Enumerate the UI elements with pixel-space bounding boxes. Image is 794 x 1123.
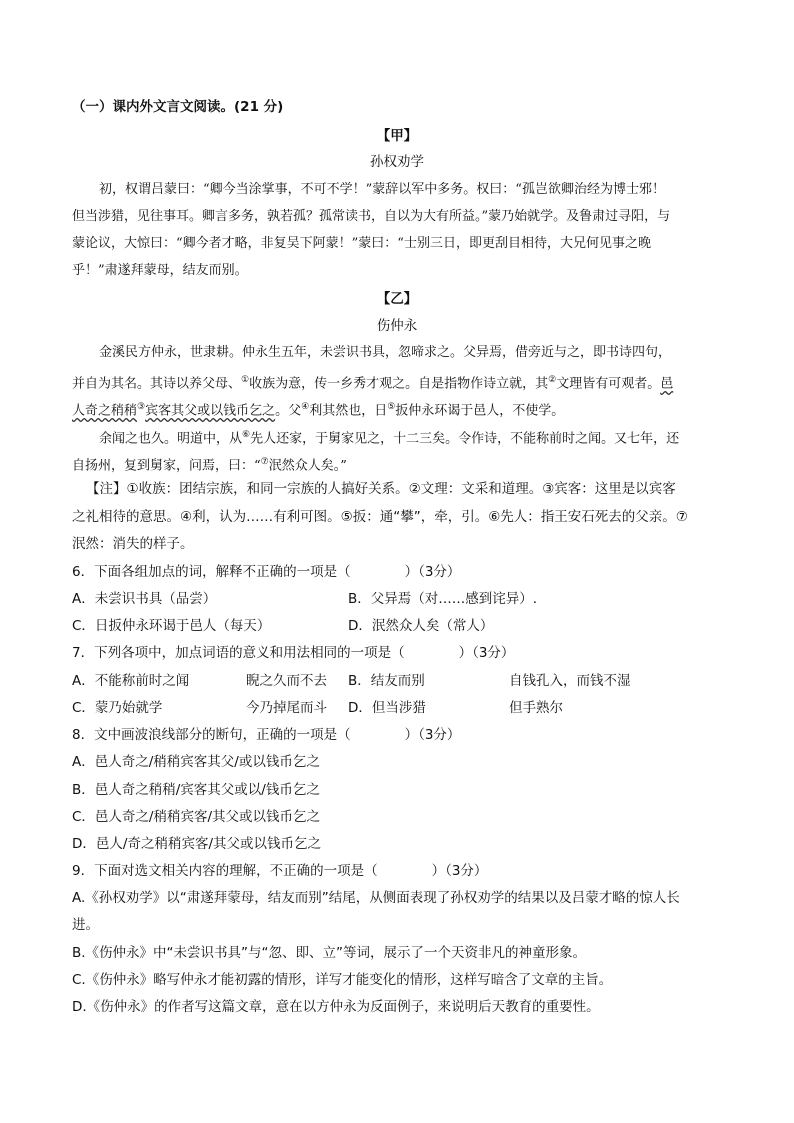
q9-option-c: C.《伤仲永》略写仲永才能初露的情形，详写才能变化的情形，这样写暗含了文章的主旨。 [72, 972, 613, 988]
text-run: 收族为意，传一乡秀才观之。自是指物作诗立就，其 [249, 376, 549, 392]
question-8-stem: 8．文中画波浪线部分的断句，正确的一项是（ ）（3分） [72, 727, 461, 743]
q8-option-b: B．邑人奇之稍稍/宾客其父或以/钱币乞之 [72, 782, 320, 798]
q8-option-d: D．邑人/奇之稍稍宾客/其父或以钱币乞之 [72, 836, 321, 852]
q9-option-a-cont: 进。 [72, 917, 99, 933]
note-marker: ⑥ [242, 430, 251, 440]
text-run: 利其然也，日 [309, 403, 388, 419]
q7-option-a: A．不能称前时之闻 [72, 673, 190, 689]
q7-option-b-pair: 自钱孔入，而钱不湿 [509, 673, 631, 689]
q7-option-d-pair: 但手熟尔 [509, 700, 563, 716]
note-marker: ⑤ [387, 402, 396, 412]
q9-option-a: A.《孙权劝学》以“肃遂拜蒙母，结友而别”结尾，从侧面表现了孙权劝学的结果以及吕蒙才略的惊人长 [72, 890, 680, 906]
text-run: 。父 [275, 403, 302, 419]
question-7-stem: 7．下列各项中，加点词语的意义和用法相同的一项是（ ）（3分） [72, 645, 515, 661]
q8-option-c: C．邑人奇之/稍稍宾客/其父或以钱币乞之 [72, 809, 321, 825]
q6-option-b: B．父异焉（对……感到诧异）. [348, 591, 538, 607]
passage-a-marker: 【甲】 [376, 128, 418, 144]
q6-option-d: D．泯然众人矣（常人） [348, 618, 494, 634]
wavy-underlined-text: 人奇之稍稍 [72, 403, 138, 419]
q6-option-a: A．未尝识书具（品尝） [72, 591, 217, 607]
text-run: 自扬州，复到舅家，问焉，曰：“ [72, 458, 261, 474]
section-heading: （一）课内外文言文阅读。(21 分) [72, 99, 284, 115]
q7-option-c: C．蒙乃始就学 [72, 700, 163, 716]
passage-a-line: 乎！”肃遂拜蒙母，结友而别。 [72, 263, 248, 278]
q9-option-d: D.《伤仲永》的作者写这篇文章，意在以方仲永为反面例子，来说明后天教育的重要性。 [72, 999, 600, 1015]
note-marker: ④ [301, 402, 310, 412]
text-run: 扳仲永环谒于邑人，不使学。 [395, 403, 565, 419]
note-marker: ⑦ [260, 457, 269, 467]
text-run: 先人还家，于舅家见之，十二三矣。令作诗，不能称前时之闻。又七年，还 [250, 431, 680, 447]
passage-b-line [72, 370, 722, 394]
notes-line: 泯然：消失的样子。 [72, 536, 194, 552]
q8-option-a: A．邑人奇之/稍稍宾客其父/或以钱币乞之 [72, 754, 320, 770]
passage-b-line: 金溪民方仲永，世隶耕。仲永生五年，未尝识书具，忽啼求之。父异焉，借旁近与之，即书诗四句， [99, 345, 672, 360]
q7-option-c-pair: 今乃掉尾而斗 [246, 700, 327, 716]
note-marker: ② [548, 375, 557, 385]
text-run: 余闻之也久。明道中，从 [99, 431, 243, 447]
passage-a-line: 但当涉猎，见往事耳。卿言多务，孰若孤？孤常读书，自以为大有所益。”蒙乃始就学。及鲁肃过寻阳，与 [72, 209, 671, 224]
q7-option-b: B．结友而别 [348, 673, 425, 689]
wavy-underlined-text: 宾客其父或以钱币乞之 [145, 403, 276, 419]
question-6-stem: 6．下面各组加点的词，解释不正确的一项是（ ）（3分） [72, 564, 461, 580]
q7-option-a-pair: 睨之久而不去 [246, 673, 327, 689]
passage-b-line [72, 397, 722, 421]
q9-option-b: B.《伤仲永》中“未尝识书具”与“忽、即、立”等词，展示了一个天资非凡的神童形象。 [72, 945, 587, 961]
passage-b-line [72, 452, 722, 476]
passage-b-line [72, 425, 722, 449]
passage-a-title: 孙权劝学 [370, 154, 424, 170]
passage-a-line: 初，权谓吕蒙曰：“卿今当涂掌事，不可不学！”蒙辞以军中多务。权曰：“孤岂欲卿治经为博士邪！ [99, 182, 665, 197]
passage-b-marker: 【乙】 [376, 291, 418, 307]
q7-option-d: D．但当涉猎 [348, 700, 426, 716]
text-run: 泯然众人矣。” [268, 458, 347, 474]
q6-option-c: C．日扳仲永环谒于邑人（每天） [72, 618, 271, 634]
text-run: 文理皆有可观者。 [556, 376, 661, 392]
note-marker: ③ [137, 402, 146, 412]
passage-b-title: 伤仲永 [376, 318, 418, 334]
notes-line: 【注】①收族：团结宗族，和同一宗族的人搞好关系。②文理：文采和道理。③宾客：这里是以宾客 [86, 481, 676, 497]
text-run: 并自为其名。其诗以养父母、 [72, 376, 242, 392]
question-9-stem: 9．下面对选文相关内容的理解，不正确的一项是（ ）（3分） [72, 863, 488, 879]
notes-line: 之礼相待的意思。④利，认为……有利可图。⑤扳：通“攀”，牵，引。⑥先人：指王安石死去的父亲。⑦ [72, 509, 688, 525]
wavy-underlined-text: 邑 [660, 376, 674, 392]
note-marker: ① [241, 375, 250, 385]
passage-a-line: 蒙论议，大惊曰：“卿今者才略，非复吴下阿蒙！”蒙曰：“士别三日，即更刮目相待，大兄何见事之晚 [72, 236, 651, 251]
